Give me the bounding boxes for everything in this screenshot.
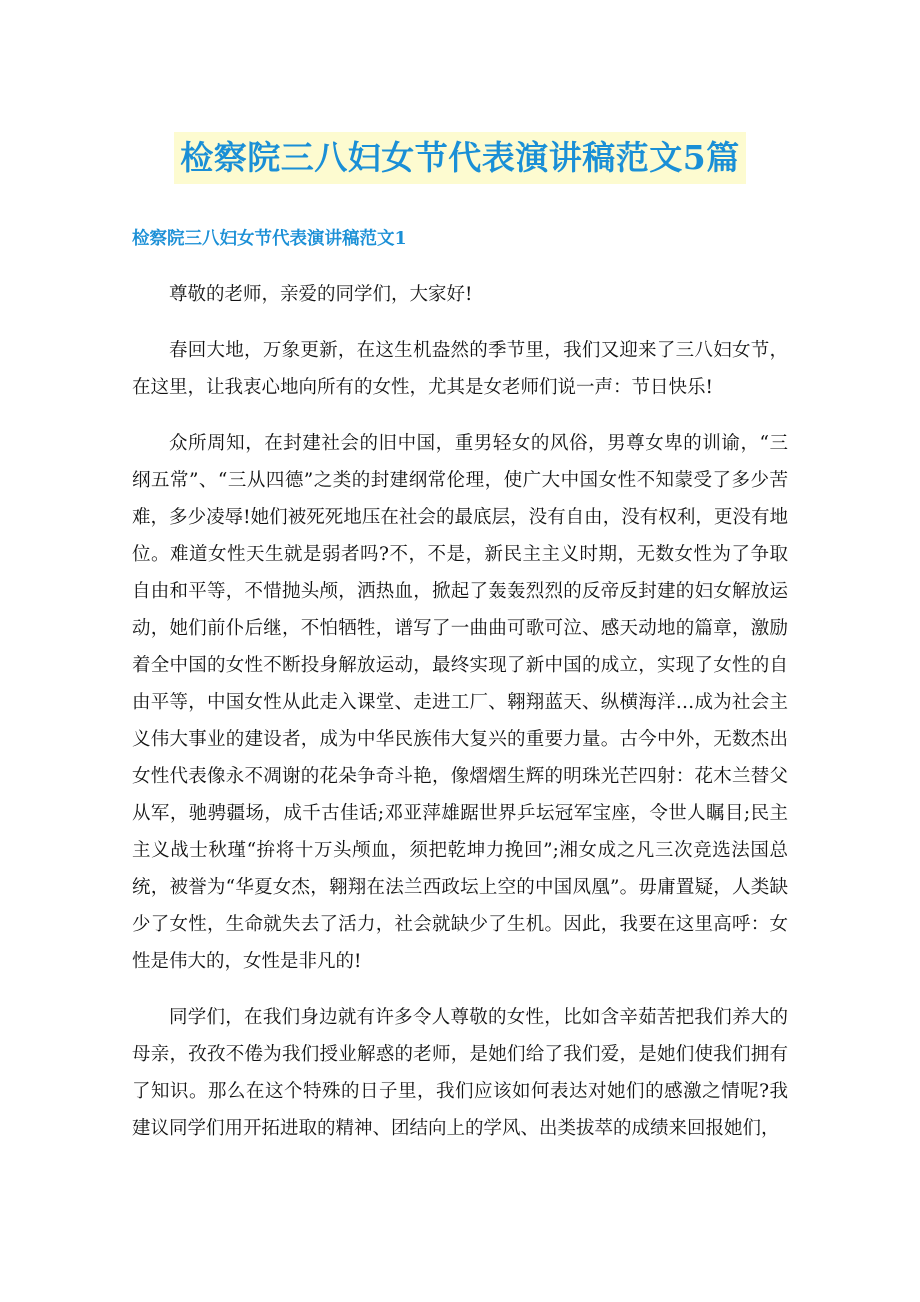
paragraph-greeting: 尊敬的老师，亲爱的同学们，大家好! (169, 284, 473, 305)
section-heading: 检察院三八妇女节代表演讲稿范文1 (132, 229, 407, 249)
paragraph-intro: 春回大地，万象更新，在这生机盎然的季节里，我们又迎来了三八妇女节，在这里，让我衷心地向所有的女性，尤其是女老师们说一声：节日快乐! (132, 340, 788, 398)
document-title: 检察院三八妇女节代表演讲稿范文5篇 (174, 132, 745, 184)
title-container (0, 132, 920, 184)
paragraph-appeal: 同学们，在我们身边就有许多令人尊敬的女性，比如含辛茹苦把我们养大的母亲，孜孜不倦为我们授业解惑的老师，是她们给了我们爱，是她们使我们拥有了知识。那么在这个特殊的日子里，我们应该如何表达对她们的感激之情呢?我建议同学们用开拓进取的精神、团结向上的学风、出类拔萃的成绩来回报她们， (132, 1007, 788, 1139)
document-body (132, 276, 788, 1166)
paragraph-history: 众所周知，在封建社会的旧中国，重男轻女的风俗，男尊女卑的训谕，“三纲五常”、“三从四德”之类的封建纲常伦理，使广大中国女性不知蒙受了多少苦难，多少凌辱!她们被死死地压在社会的最底层，没有自由，没有权利，更没有地位。难道女性天生就是弱者吗?不，不是，新民主主义时期，无数女性为了争取自由和平等，不惜抛头颅，洒热血，掀起了轰轰烈烈的反帝反封建的妇女解放运动，她们前仆后继，不怕牺牲，谱写了一曲曲可歌可泣、感天动地的篇章，激励着全中国的女性不断投身解放运动，最终实现了新中国的成立，实现了女性的自由平等，中国女性从此走入课堂、走进工厂、翱翔蓝天、纵横海洋…成为社会主义伟大事业的建设者，成为中华民族伟大复兴的重要力量。古今中外，无数杰出女性代表像永不凋谢的花朵争奇斗艳，像熠熠生辉的明珠光芒四射：花木兰替父从军，驰骋疆场，成千古佳话;邓亚萍雄踞世界乒坛冠军宝座，令世人瞩目;民主主义战士秋瑾“拚将十万头颅血，须把乾坤力挽回”;湘女成之凡三次竞选法国总统，被誉为“华夏女杰，翱翔在法兰西政坛上空的中国凤凰”。毋庸置疑，人类缺少了女性，生命就失去了活力，社会就缺少了生机。因此，我要在这里高呼：女性是伟大的，女性是非凡的! (132, 433, 788, 972)
